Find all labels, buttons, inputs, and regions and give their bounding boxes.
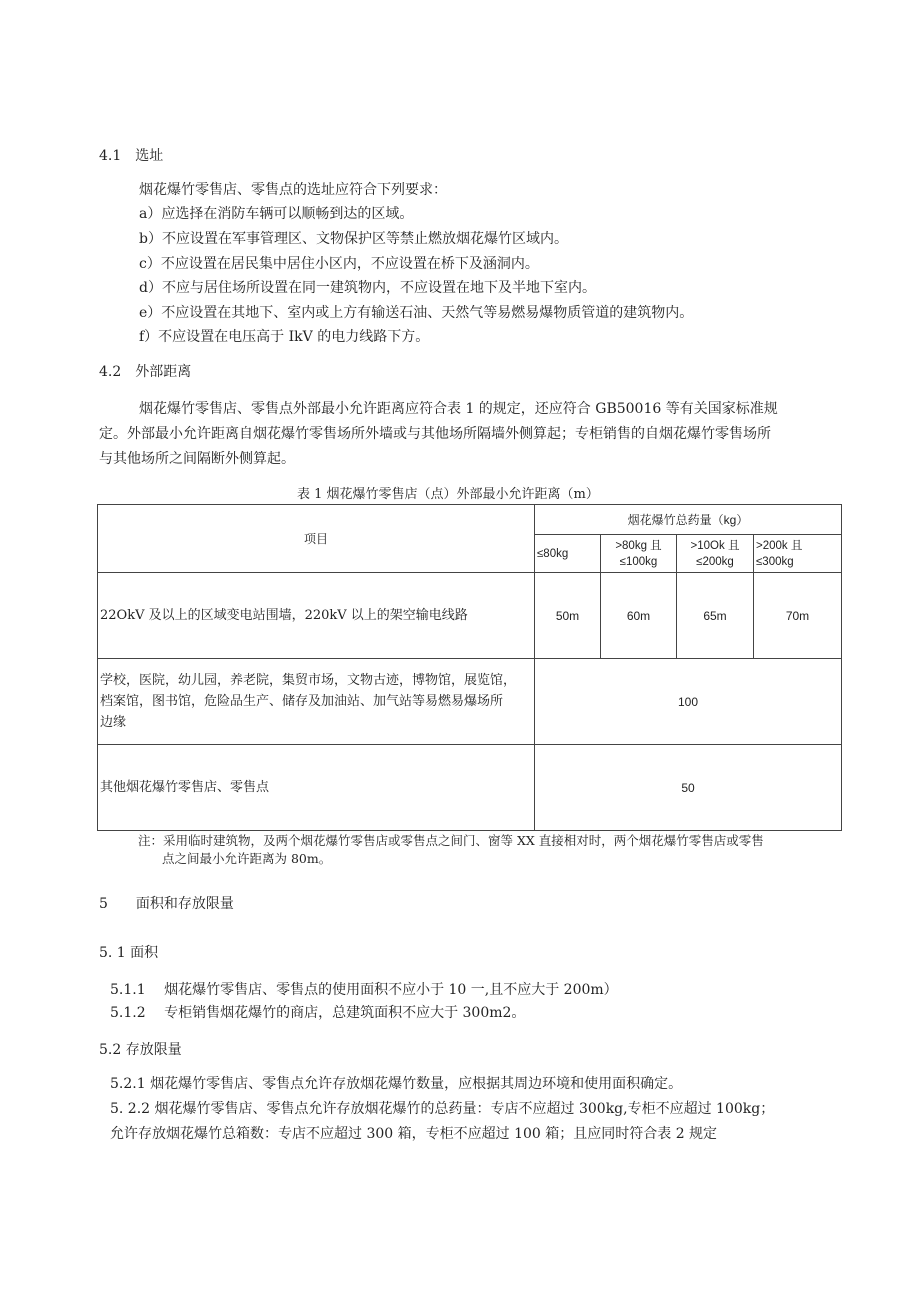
list-item: a）应选择在消防车辆可以顺畅到达的区域。 — [139, 206, 414, 222]
paragraph-5-2-1: 5.2.1 烟花爆竹零售店、零售点允许存放烟花爆竹数量，应根据其周边环境和使用面积确定。 — [110, 1076, 683, 1092]
col-header: >10Ok 且 ≤200kg — [677, 535, 754, 573]
paragraph-5-2-2: 允许存放烟花爆竹总箱数：专店不应超过 300 箱，专柜不应超过 100 箱；且应同时符合表 2 规定 — [110, 1126, 718, 1142]
paragraph-5-2-2: 5. 2.2 烟花爆竹零售店、零售点允许存放烟花爆竹的总药量：专店不应超过 300kg,专柜不应超过 100kg； — [110, 1101, 775, 1117]
paragraph-5-1-2: 5.1.2 专柜销售烟花爆竹的商店，总建筑面积不应大于 300m2。 — [110, 1005, 526, 1021]
list-item: c）不应设置在居民集中居住小区内，不应设置在桥下及涵洞内。 — [139, 256, 539, 272]
table-cell: 50 — [535, 745, 842, 831]
section-heading-5: 5 面积和存放限量 — [99, 896, 234, 912]
section-heading-4-2: 4.2 外部距离 — [99, 364, 192, 380]
list-item: e）不应设置在其地下、室内或上方有输送石油、天然气等易燃易爆物质管道的建筑物内。 — [139, 305, 694, 321]
row-label: 其他烟花爆竹零售店、零售点 — [98, 745, 535, 831]
table-row — [98, 659, 842, 745]
col-header: >200k 且 ≤300kg — [754, 535, 842, 573]
table-cell: 100 — [535, 659, 842, 745]
section-heading-4-1: 4.1 选址 — [99, 148, 164, 164]
table-note: 注：采用临时建筑物，及两个烟花爆竹零售店或零售点之间门、窗等 XX 直接相对时，两个烟花爆竹零售店或零售 — [138, 833, 764, 848]
table-caption: 表 1 烟花爆竹零售店（点）外部最小允许距离（m） — [297, 487, 599, 502]
section-heading-5-1: 5. 1 面积 — [99, 945, 159, 961]
group-header: 烟花爆竹总药量（kg） — [535, 505, 842, 535]
section-4-1-intro: 烟花爆竹零售店、零售点的选址应符合下列要求： — [139, 182, 447, 198]
table-cell: 50m — [535, 573, 601, 659]
list-item: b）不应设置在军事管理区、文物保护区等禁止燃放烟花爆竹区域内。 — [139, 231, 568, 247]
paragraph-5-1-1: 5.1.1 烟花爆竹零售店、零售点的使用面积不应小于 10 一,且不应大于 200m） — [110, 982, 618, 998]
table-cell: 65m — [677, 573, 754, 659]
section-heading-5-2: 5.2 存放限量 — [99, 1042, 182, 1058]
distance-table — [97, 504, 842, 831]
list-item: f）不应设置在电压高于 IkV 的电力线路下方。 — [139, 329, 430, 345]
paragraph-line: 与其他场所之间隔断外侧算起。 — [99, 451, 295, 467]
item-header: 项目 — [98, 505, 535, 573]
row-label: 22OkV 及以上的区域变电站围墙，220kV 以上的架空输电线路 — [98, 573, 535, 659]
paragraph-line: 烟花爆竹零售店、零售点外部最小允许距离应符合表 1 的规定，还应符合 GB50016 等有关国家标准规 — [139, 401, 778, 417]
col-header: ≤80kg — [535, 535, 601, 573]
table-row — [98, 573, 842, 659]
table-cell: 70m — [754, 573, 842, 659]
table-cell: 60m — [601, 573, 677, 659]
paragraph-line: 定。外部最小允许距离自烟花爆竹零售场所外墙或与其他场所隔墙外侧算起；专柜销售的自烟花爆竹零售场所 — [99, 426, 771, 442]
table-row — [98, 745, 842, 831]
row-label: 学校，医院，幼儿园，养老院，集贸市场，文物古迹，博物馆，展览馆， 档案馆，图书馆，危险品生产、储存及加油站、加气站等易燃易爆场所 边缘 — [98, 659, 535, 745]
table-note: 点之间最小允许距离为 80m。 — [162, 851, 332, 866]
list-item: d）不应与居住场所设置在同一建筑物内，不应设置在地下及半地下室内。 — [139, 280, 596, 296]
col-header: >80kg 且 ≤100kg — [601, 535, 677, 573]
